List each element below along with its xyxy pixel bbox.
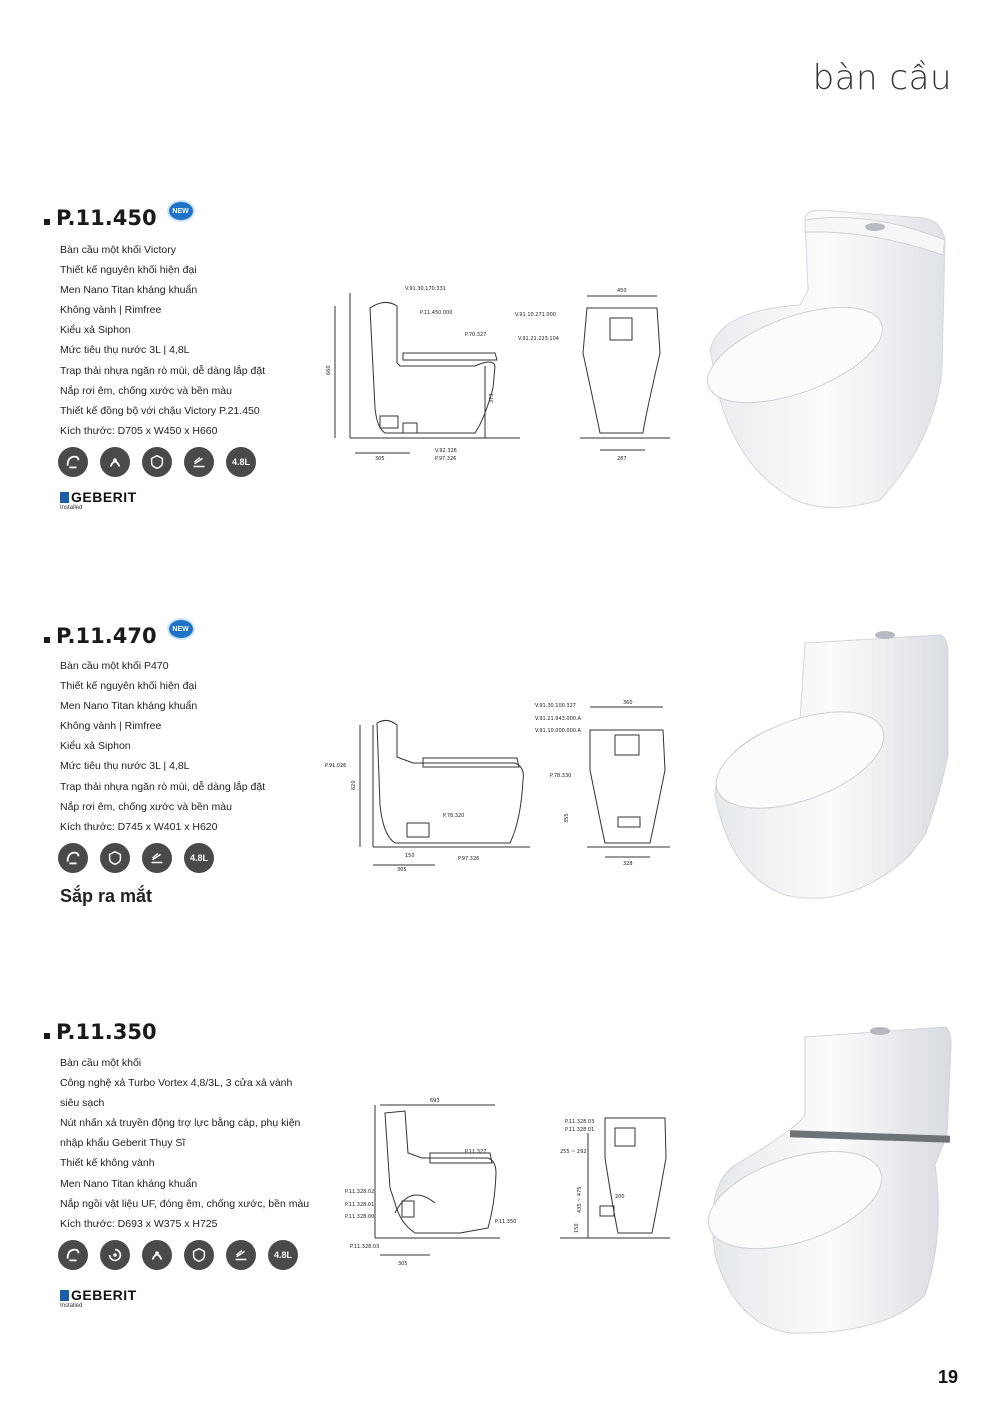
new-badge: NEW: [169, 202, 193, 220]
technical-drawing: [325, 278, 675, 483]
product-code: P.11.350: [56, 1020, 157, 1044]
dim-label: V.91.30.170.331: [405, 286, 446, 292]
dim-label: 200: [615, 1194, 625, 1200]
dim-label: P.11.328.01: [345, 1202, 375, 1208]
brand-name: GEBERIT: [71, 1287, 137, 1303]
dim-label: V.91.10.000.000.A: [535, 728, 581, 734]
dim-label: 305: [398, 1261, 408, 1267]
bullet-icon: [44, 637, 50, 643]
product-photo: [695, 1015, 990, 1345]
geberit-logo: [60, 489, 137, 511]
dim-label: 150: [574, 1223, 580, 1233]
dim-label: V.91.21.223.104: [518, 336, 559, 342]
dim-label: P.78.320: [443, 813, 465, 819]
dim-label: P.11.328.03: [350, 1244, 380, 1250]
dim-label: P.97.326: [435, 456, 457, 462]
brand-name: GEBERIT: [71, 489, 137, 505]
dim-label: 287: [617, 456, 627, 462]
dim-label: P.11.328.01: [565, 1127, 595, 1133]
turbo-vortex-icon: [100, 1240, 130, 1270]
product-code-row: [44, 206, 193, 230]
dim-label: P.97.326: [458, 856, 480, 862]
coming-soon-label: Sắp ra mắt: [60, 886, 153, 906]
nano-titan-icon: [142, 447, 172, 477]
feature-item: Kiểu xả Siphon: [60, 740, 131, 753]
dim-label: V.92.326: [435, 448, 457, 454]
dim-label: 305: [397, 867, 407, 873]
feature-item: Nút nhấn xả truyền động trợ lực bằng cáp, phụ kiện: [60, 1117, 301, 1130]
dim-label: 255 ~ 292: [560, 1149, 587, 1155]
product-photo: [680, 170, 990, 550]
feature-item: Thiết kế nguyên khối hiện đại: [60, 264, 197, 277]
dim-label: 150: [405, 853, 415, 859]
soft-close-icon: [226, 1240, 256, 1270]
feature-item: Men Nano Titan kháng khuẩn: [60, 1177, 198, 1190]
dim-label: P.11.450.000: [420, 310, 453, 316]
feature-item: Trap thải nhựa ngăn rò mùi, dễ dàng lắp đặt: [60, 780, 266, 793]
feature-item: Nắp ngồi vật liệu UF, đóng êm, chống xước, bền màu: [60, 1197, 310, 1210]
product-photo: [690, 615, 990, 915]
dim-label: 435 ~ 475: [577, 1186, 583, 1213]
feature-item: Thiết kế nguyên khối hiện đại: [60, 680, 197, 693]
water-saving-icon: [268, 1240, 298, 1270]
product-code-row: [44, 1020, 157, 1044]
dim-label: P.91.026: [325, 763, 347, 769]
dim-label: 355: [564, 813, 570, 823]
dim-label: P.11.328.03: [565, 1119, 595, 1125]
dim-label: P.70.327: [465, 332, 487, 338]
new-badge: NEW: [169, 620, 193, 638]
dim-label: P.11.350: [495, 1219, 517, 1225]
dim-label: 373: [489, 393, 495, 403]
feature-item: Mức tiêu thụ nước 3L | 4,8L: [60, 760, 190, 773]
dim-label: 360: [623, 700, 633, 706]
rimfree-icon: [58, 1240, 88, 1270]
dim-label: 450: [617, 288, 627, 294]
feature-icons: [58, 1240, 298, 1270]
dim-label: P.11.327: [465, 1149, 487, 1155]
geberit-logo: [60, 1287, 137, 1309]
bullet-icon: [44, 219, 50, 225]
feature-item: Kích thước: D693 x W375 x H725: [60, 1217, 218, 1230]
feature-item: Kích thước: D745 x W401 x H620: [60, 820, 218, 833]
rimfree-icon: [58, 447, 88, 477]
nano-titan-icon: [100, 843, 130, 873]
technical-drawing: [325, 695, 675, 875]
feature-list: [60, 1053, 309, 1234]
water-saving-icon: [226, 447, 256, 477]
feature-item: Công nghệ xả Turbo Vortex 4,8/3L, 3 cửa xả vành: [60, 1077, 293, 1090]
water-saving-label: 4.8L: [231, 457, 250, 467]
feature-item: Bàn cầu một khối: [60, 1057, 142, 1069]
feature-item: Thiết kế không vành: [60, 1157, 155, 1170]
dim-label: 693: [430, 1098, 440, 1104]
feature-item: Trap thải nhựa ngăn rò mùi, dễ dàng lắp đặt: [60, 364, 266, 377]
water-saving-icon: [184, 843, 214, 873]
dim-label: 620: [351, 780, 357, 790]
dim-label: P.11.328.02: [345, 1189, 375, 1195]
product-code: P.11.470: [56, 624, 157, 648]
feature-icons: [58, 447, 256, 477]
brand-sub: Installed: [60, 1303, 83, 1309]
geberit-square-icon: [60, 492, 69, 503]
feature-item: Men Nano Titan kháng khuẩn: [60, 284, 198, 297]
feature-list: [60, 240, 265, 441]
dim-label: 328: [623, 861, 633, 867]
feature-item: Kiểu xả Siphon: [60, 324, 131, 337]
feature-item: Men Nano Titan kháng khuẩn: [60, 700, 198, 713]
water-saving-label: 4.8L: [189, 853, 208, 863]
feature-item: siêu sạch: [60, 1097, 105, 1110]
technical-drawing: [340, 1093, 680, 1273]
nano-titan-icon: [184, 1240, 214, 1270]
feature-item: Kích thước: D705 x W450 x H660: [60, 424, 218, 437]
dim-label: V.91.30.100.327: [535, 703, 576, 709]
feature-list: [60, 656, 265, 837]
feature-item: Thiết kế đồng bộ với chậu Victory P.21.450: [60, 404, 260, 417]
product-code-row: [44, 624, 193, 648]
siphon-icon: [142, 1240, 172, 1270]
feature-item: Không vành | Rimfree: [60, 304, 162, 317]
dim-label: 660: [326, 365, 332, 375]
page-number: 19: [937, 1367, 958, 1387]
soft-close-icon: [142, 843, 172, 873]
brand-sub: Installed: [60, 505, 83, 511]
rimfree-icon: [58, 843, 88, 873]
dim-label: 305: [375, 456, 385, 462]
feature-item: Nắp rơi êm, chống xước và bền màu: [60, 384, 232, 397]
product-code: P.11.450: [56, 206, 157, 230]
feature-icons: [58, 843, 214, 873]
feature-item: Bàn cầu một khối Victory: [60, 244, 176, 256]
dim-label: P.11.328.00: [345, 1214, 375, 1220]
water-saving-label: 4.8L: [273, 1250, 292, 1260]
feature-item: nhập khẩu Geberit Thụy Sĩ: [60, 1137, 186, 1150]
soft-close-icon: [184, 447, 214, 477]
dim-label: V.91.21.943.000.A: [535, 716, 581, 722]
dim-label: P.78.330: [550, 773, 572, 779]
dim-label: V.91.10.271.000: [515, 312, 556, 318]
page-title: bàn cầu: [812, 58, 952, 98]
geberit-square-icon: [60, 1290, 69, 1301]
feature-item: Không vành | Rimfree: [60, 720, 162, 733]
bullet-icon: [44, 1033, 50, 1039]
feature-item: Nắp rơi êm, chống xước và bền màu: [60, 800, 232, 813]
siphon-icon: [100, 447, 130, 477]
feature-item: Mức tiêu thụ nước 3L | 4,8L: [60, 344, 190, 357]
feature-item: Bàn cầu một khối P470: [60, 660, 169, 672]
